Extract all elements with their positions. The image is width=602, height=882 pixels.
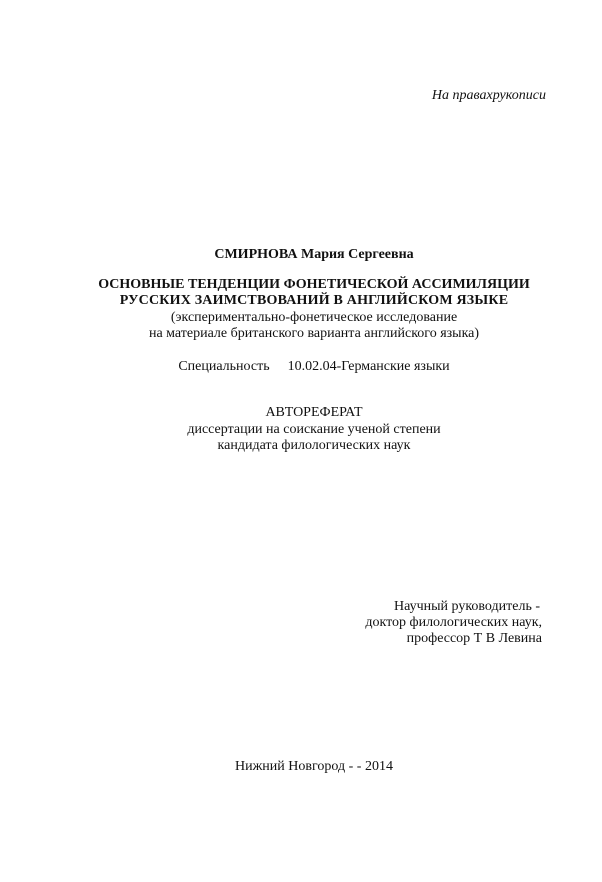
subtitle-line-1: (экспериментально-фонетическое исследование (170, 310, 458, 325)
abstract-line-2: кандидата филологических наук (217, 438, 411, 453)
author-name (0, 247, 602, 263)
specialty-code: 10.02.04-Германские языки (287, 359, 450, 374)
title-line-1: ОСНОВНЫЕ ТЕНДЕНЦИИ ФОНЕТИЧЕСКОЙ АССИМИЛЯЦИИ (98, 277, 530, 292)
author-given-names: Мария Сергеевна (300, 247, 414, 262)
footer-place-year: Нижний Новгород - - 2014 (235, 759, 393, 774)
supervisor-line-3: профессор Т В Левина (406, 631, 542, 646)
supervisor-line-1: Научный руководитель - (393, 599, 540, 614)
abstract-heading: АВТОРЕФЕРАТ (265, 405, 363, 420)
subtitle-line-2: на материале британского варианта английского языка) (148, 326, 480, 341)
abstract-line-1: диссертации на соискание ученой степени (187, 422, 441, 437)
specialty-line (0, 359, 602, 375)
author-surname: СМИРНОВА (214, 247, 298, 262)
title-line-2: РУССКИХ ЗАИМСТВОВАНИЙ В АНГЛИЙСКОМ ЯЗЫКЕ (119, 293, 509, 308)
rights-note: На правахрукописи (431, 88, 546, 103)
specialty-label: Специальность (178, 359, 270, 374)
supervisor-line-2: доктор филологических наук, (365, 615, 542, 630)
